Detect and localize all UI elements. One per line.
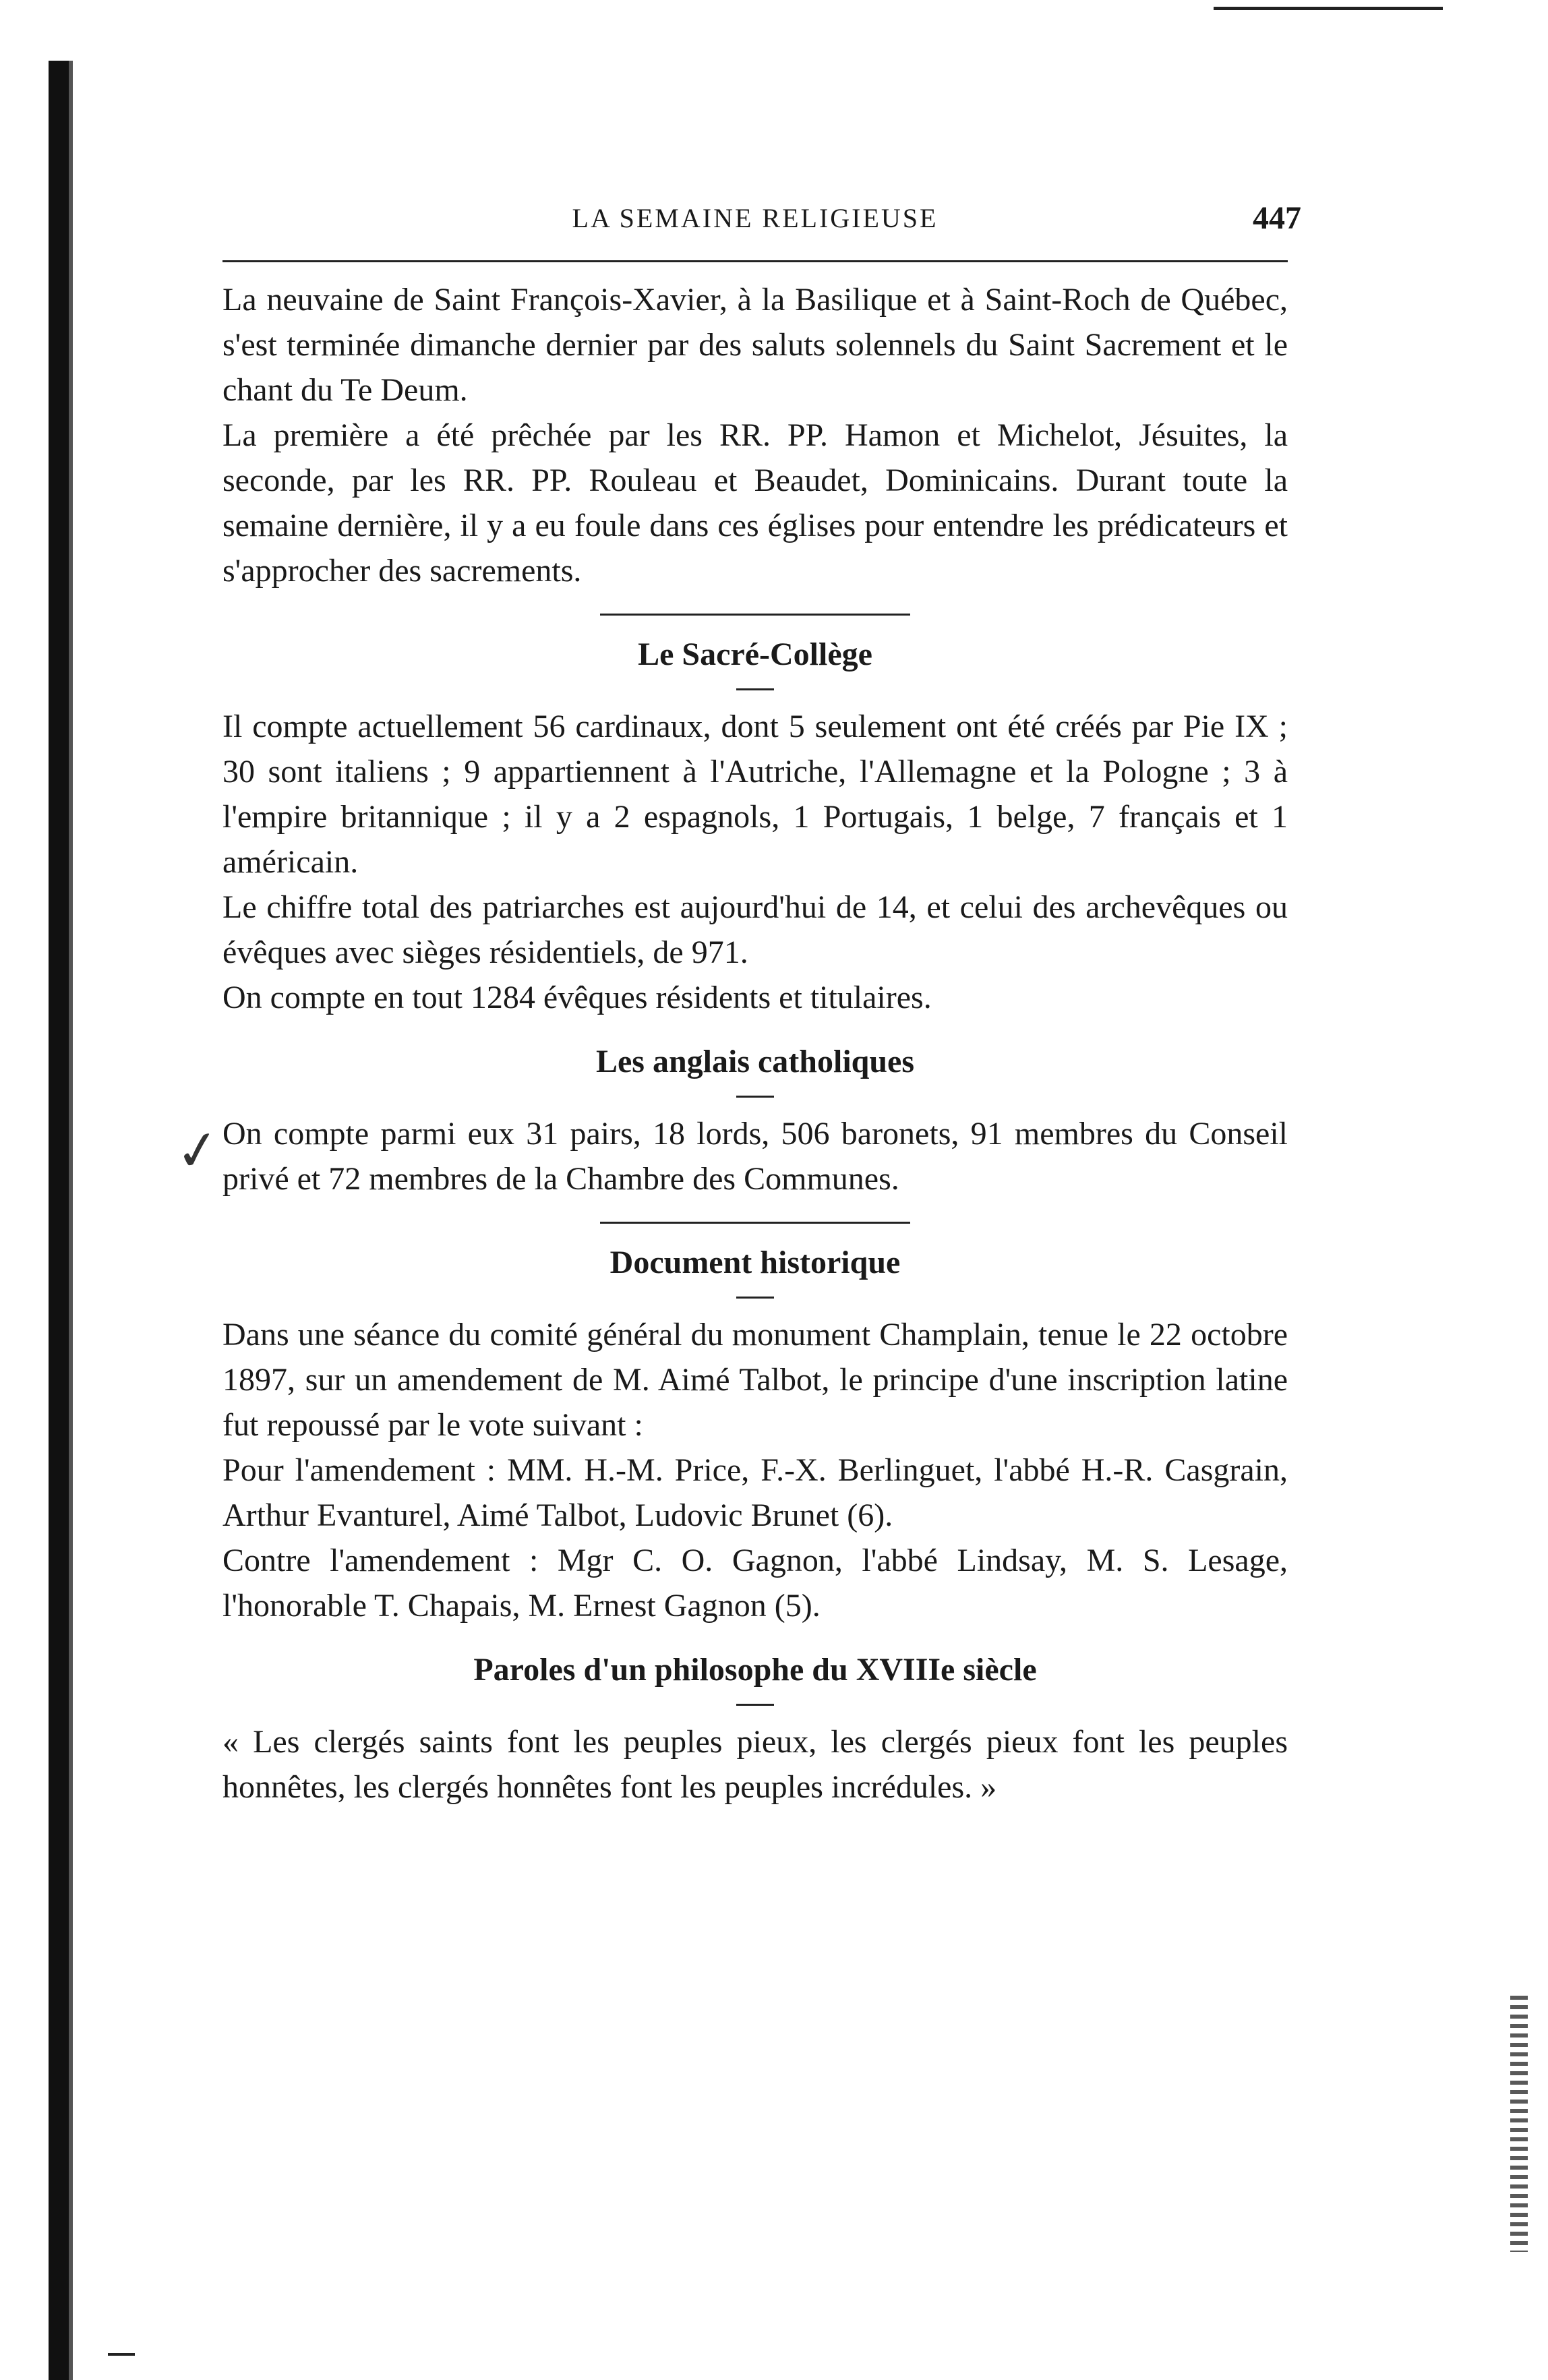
scan-top-rule bbox=[1214, 7, 1443, 10]
section-dash bbox=[736, 688, 774, 690]
page-number: 447 bbox=[1253, 200, 1301, 236]
section-dash bbox=[736, 1297, 774, 1299]
section-rule bbox=[600, 614, 910, 616]
section-paragraph: Il compte actuellement 56 cardinaux, dont 5 seulement ont été créés par Pie IX ; 30 sont italiens ; 9 appartiennent à l'Autriche, l'Allemagne et la Pologne ; 3 à l'empire britannique ; il y a 2 espagnols, 1 Portugais, 1 belge, 7 français et 1 américain. bbox=[222, 709, 1288, 880]
running-header bbox=[222, 196, 1301, 249]
page-content bbox=[222, 196, 1301, 1810]
check-mark-icon: ✓ bbox=[171, 1119, 225, 1185]
header-rule bbox=[222, 260, 1288, 262]
section-title: Le Sacré-Collège bbox=[638, 636, 872, 672]
section-paroles-philosophe bbox=[222, 1648, 1288, 1810]
scan-edge-noise bbox=[1510, 1996, 1528, 2252]
section-quote: « Les clergés saints font les peuples pieux, les clergés pieux font les peuples honnêtes, les clergés honnêtes font les peuples incrédules. » bbox=[222, 1724, 1288, 1805]
intro-paragraph: La première a été prêchée par les RR. PP. Hamon et Michelot, Jésuites, la seconde, par les RR. PP. Rouleau et Beaudet, Dominicains. Durant toute la semaine dernière, il y a eu foule dans ces églises pour entendre les prédicateurs et s'approcher des sacrements. bbox=[222, 417, 1288, 589]
intro-block bbox=[222, 277, 1288, 593]
section-anglais-catholiques bbox=[222, 1040, 1288, 1201]
section-paragraph: Pour l'amendement : MM. H.-M. Price, F.-X. Berlinguet, l'abbé H.-R. Casgrain, Arthur Evanturel, Aimé Talbot, Ludovic Brunet (6). bbox=[222, 1452, 1288, 1533]
section-title: Document historique bbox=[609, 1245, 901, 1280]
scan-bottom-mark bbox=[108, 2353, 135, 2356]
section-dash bbox=[736, 1704, 774, 1706]
section-paragraph: Dans une séance du comité général du monument Champlain, tenue le 22 octobre 1897, sur un amendement de M. Aimé Talbot, le principe d'une inscription latine fut repoussé par le vote suivant : bbox=[222, 1317, 1288, 1443]
section-dash bbox=[736, 1096, 774, 1098]
running-title: LA SEMAINE RELIGIEUSE bbox=[572, 203, 939, 233]
section-sacre-college bbox=[222, 614, 1288, 1020]
binding-edge bbox=[49, 61, 69, 2380]
section-paragraph: Le chiffre total des patriarches est aujourd'hui de 14, et celui des archevêques ou évêques avec sièges résidentiels, de 971. bbox=[222, 889, 1288, 970]
section-title: Paroles d'un philosophe du XVIIIe siècle bbox=[473, 1652, 1037, 1688]
section-document-historique bbox=[222, 1222, 1288, 1628]
section-title: Les anglais catholiques bbox=[595, 1044, 915, 1079]
section-paragraph: On compte en tout 1284 évêques résidents et titulaires. bbox=[222, 980, 932, 1015]
section-paragraph: On compte parmi eux 31 pairs, 18 lords, 506 baronets, 91 membres du Conseil privé et 72 membres de la Chambre des Communes. bbox=[222, 1116, 1288, 1197]
section-rule bbox=[600, 1222, 910, 1224]
binding-edge-inner bbox=[69, 61, 73, 2380]
intro-paragraph: La neuvaine de Saint François-Xavier, à la Basilique et à Saint-Roch de Québec, s'est terminée dimanche dernier par des saluts solennels du Saint Sacrement et le chant du Te Deum. bbox=[222, 282, 1288, 408]
section-paragraph: Contre l'amendement : Mgr C. O. Gagnon, l'abbé Lindsay, M. S. Lesage, l'honorable T. Chapais, M. Ernest Gagnon (5). bbox=[222, 1543, 1288, 1624]
